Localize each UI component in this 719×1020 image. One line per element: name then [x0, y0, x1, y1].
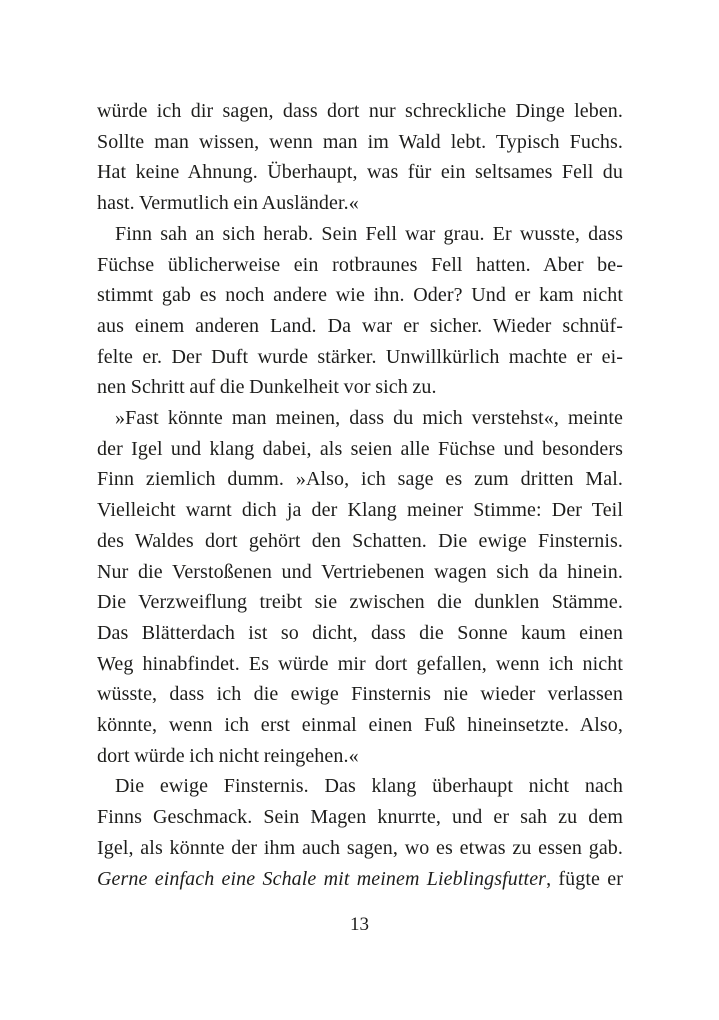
text-run: Das Blätterdach ist so dicht, dass die Sonne kaum einen	[97, 621, 623, 644]
text-run: wüsste, dass ich die ewige Finsternis nie wieder verlassen	[97, 683, 623, 706]
text-run: Finn sah an sich herab. Sein Fell war grau. Er wusste, dass	[115, 222, 623, 245]
text-run: hast. Vermutlich ein Ausländer.«	[97, 192, 359, 215]
text-run: »Fast könnte man meinen, dass du mich verstehst«, meinte	[115, 407, 623, 430]
text-run: des Waldes dort gehört den Schatten. Die ewige Finsternis.	[97, 529, 623, 552]
text-line	[97, 771, 623, 802]
text-line	[97, 342, 623, 373]
text-run: Hat keine Ahnung. Überhaupt, was für ein seltsames Fell du	[97, 161, 623, 184]
text-run: stimmt gab es noch andere wie ihn. Oder? Und er kam nicht	[97, 284, 623, 307]
text-line	[97, 219, 623, 250]
text-run: Die Verzweiflung treibt sie zwischen die dunklen Stämme.	[97, 591, 623, 614]
text-run: würde ich dir sagen, dass dort nur schreckliche Dinge leben.	[97, 100, 623, 122]
text-line	[97, 587, 623, 618]
text-line	[97, 188, 623, 219]
text-line	[97, 127, 623, 158]
text-line	[97, 618, 623, 649]
text-line	[97, 679, 623, 710]
text-line	[97, 649, 623, 680]
text-run: Sollte man wissen, wenn man im Wald lebt. Typisch Fuchs.	[97, 130, 623, 153]
text-line	[97, 802, 623, 833]
text-line	[97, 833, 623, 864]
text-line	[97, 250, 623, 281]
page-number: 13	[350, 914, 369, 935]
text-line	[97, 280, 623, 311]
paragraph	[97, 219, 623, 403]
text-line	[97, 311, 623, 342]
text-line	[97, 864, 623, 895]
text-run: Die ewige Finsternis. Das klang überhaupt nicht nach	[115, 775, 623, 798]
text-run: felte er. Der Duft wurde stärker. Unwillkürlich machte er ei-	[97, 345, 623, 368]
text-run: , fügte er	[546, 867, 623, 890]
text-line	[97, 464, 623, 495]
text-run: Vielleicht warnt dich ja der Klang meiner Stimme: Der Teil	[97, 499, 623, 522]
text-line	[97, 710, 623, 741]
text-run: Finns Geschmack. Sein Magen knurrte, und er sah zu dem	[97, 806, 623, 829]
paragraph	[97, 771, 623, 894]
text-line	[97, 403, 623, 434]
text-line	[97, 96, 623, 127]
text-run: der Igel und klang dabei, als seien alle Füchse und besonders	[97, 437, 623, 460]
text-line	[97, 526, 623, 557]
text-run: könnte, wenn ich erst einmal einen Fuß hineinsetzte. Also,	[97, 714, 623, 737]
text-run: Weg hinabfindet. Es würde mir dort gefallen, wenn ich nicht	[97, 652, 623, 675]
text-block	[97, 96, 623, 894]
paragraph	[97, 403, 623, 771]
text-run: Igel, als könnte der ihm auch sagen, wo es etwas zu essen gab.	[97, 836, 623, 859]
text-run: Finn ziemlich dumm. »Also, ich sage es zum dritten Mal.	[97, 468, 623, 491]
text-line	[97, 157, 623, 188]
text-line	[97, 741, 623, 772]
paragraph	[97, 96, 623, 219]
text-run: Nur die Verstoßenen und Vertriebenen wagen sich da hinein.	[97, 560, 623, 583]
text-run: nen Schritt auf die Dunkelheit vor sich zu.	[97, 376, 437, 399]
text-line	[97, 557, 623, 588]
text-run: Füchse üblicherweise ein rotbraunes Fell hatten. Aber be-	[97, 253, 623, 276]
text-run: dort würde ich nicht reingehen.«	[97, 744, 359, 767]
text-line	[97, 372, 623, 403]
text-line	[97, 434, 623, 465]
text-line	[97, 495, 623, 526]
text-run: aus einem anderen Land. Da war er sicher. Wieder schnüf-	[97, 314, 623, 337]
italic-text-run: Gerne einfach eine Schale mit meinem Lieblingsfutter	[97, 867, 547, 890]
